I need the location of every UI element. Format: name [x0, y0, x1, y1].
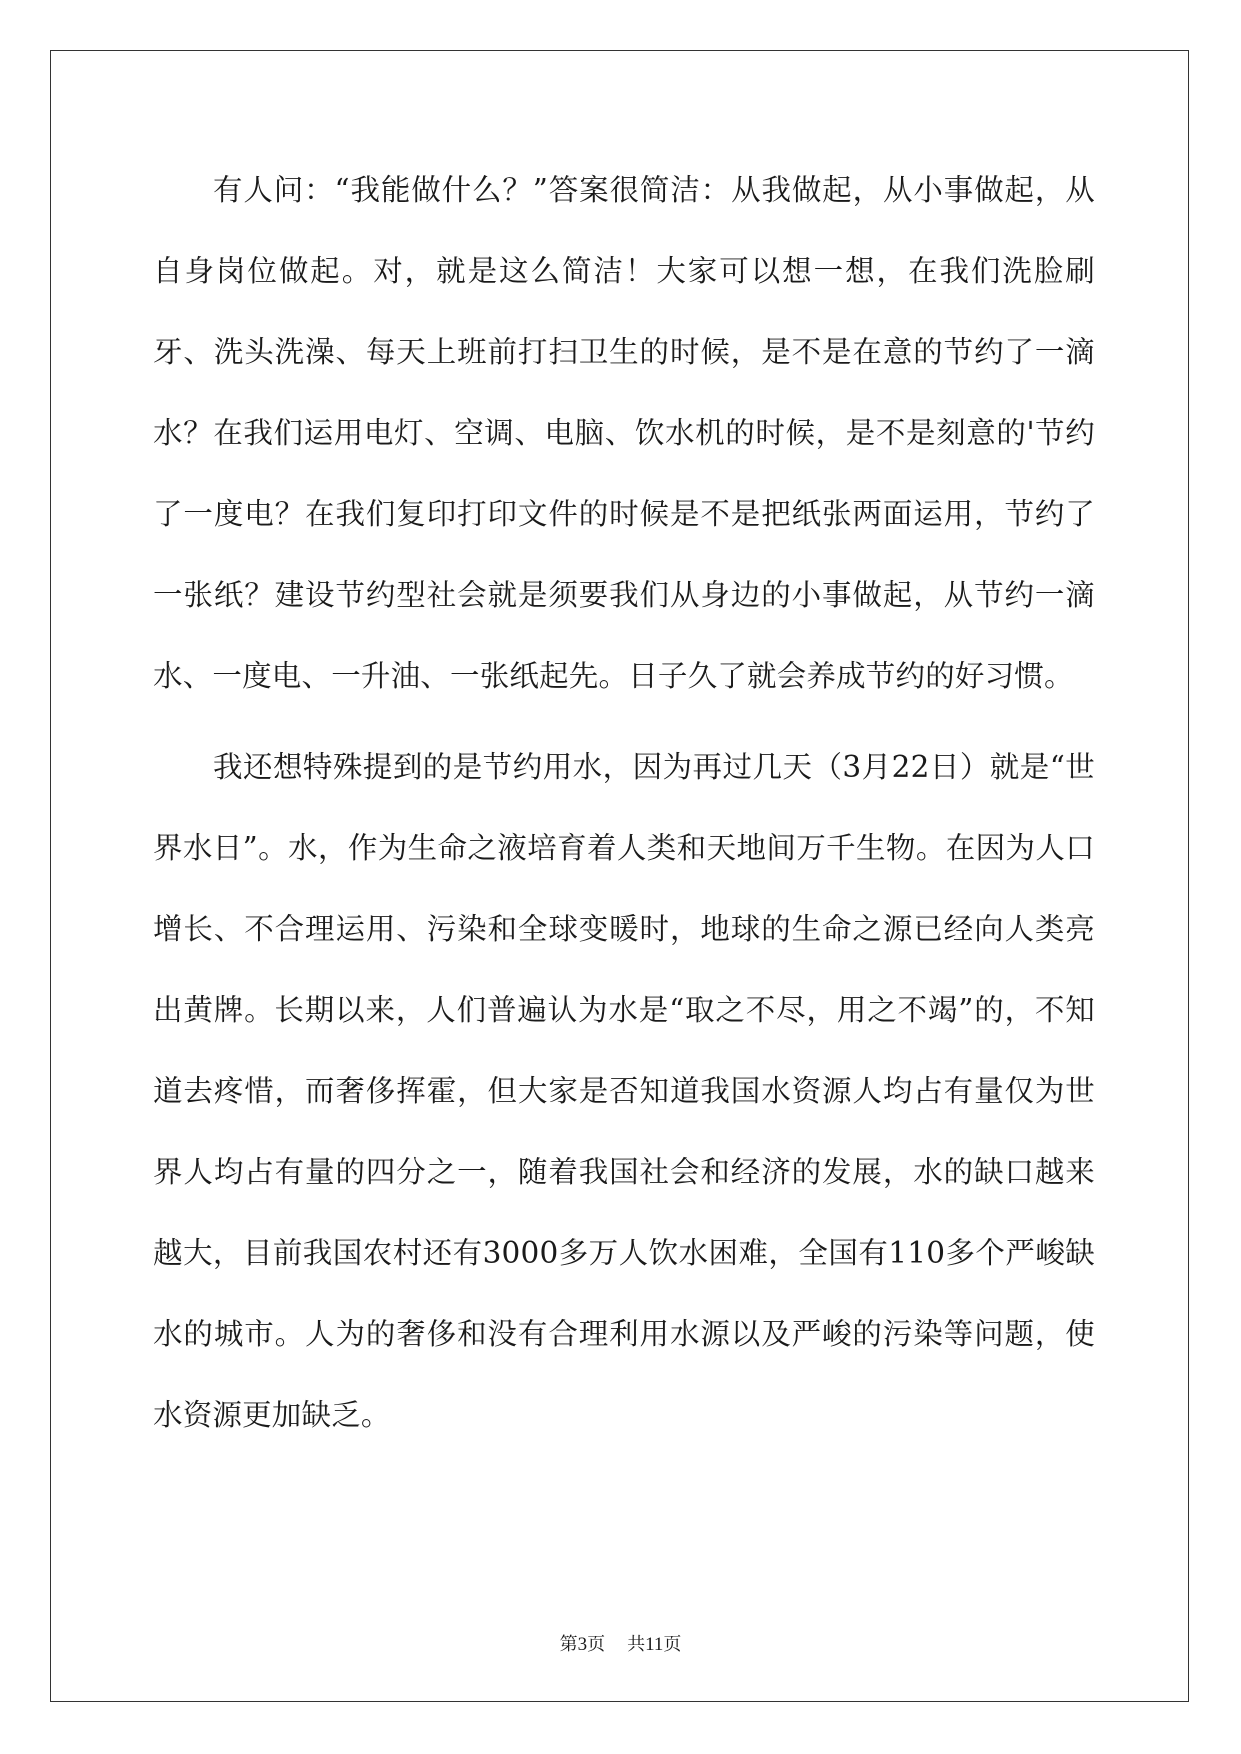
- page-footer: [0, 1630, 1241, 1656]
- paragraph-2: 我还想特殊提到的是节约用水，因为再过几天（3月22日）就是“世界水日”。水，作为生命之液培育着人类和天地间万千生物。在因为人口增长、不合理运用、污染和全球变暖时，地球的生命之源已经向人类亮出黄牌。长期以来，人们普遍认为水是“取之不尽，用之不竭”的，不知道去疼惜，而奢侈挥霍，但大家是否知道我国水资源人均占有量仅为世界人均占有量的四分之一，随着我国社会和经济的发展，水的缺口越来越大，目前我国农村还有3000多万人饮水困难，全国有110多个严峻缺水的城市。人为的奢侈和没有合理利用水源以及严峻的污染等问题，使水资源更加缺乏。: [153, 750, 1095, 1432]
- total-pages: 共11页: [627, 1634, 682, 1655]
- document-body: [153, 150, 1095, 1466]
- paragraph-1: 有人问：“我能做什么？”答案很简洁：从我做起，从小事做起，从自身岗位做起。对，就是这么简洁！大家可以想一想，在我们洗脸刷牙、洗头洗澡、每天上班前打扫卫生的时候，是不是在意的节约了一滴水？在我们运用电灯、空调、电脑、饮水机的时候，是不是刻意的'节约了一度电？在我们复印打印文件的时候是不是把纸张两面运用，节约了一张纸？建设节约型社会就是须要我们从身边的小事做起，从节约一滴水、一度电、一升油、一张纸起先。日子久了就会养成节约的好习惯。: [153, 173, 1095, 693]
- page-number: 第3页: [559, 1634, 606, 1655]
